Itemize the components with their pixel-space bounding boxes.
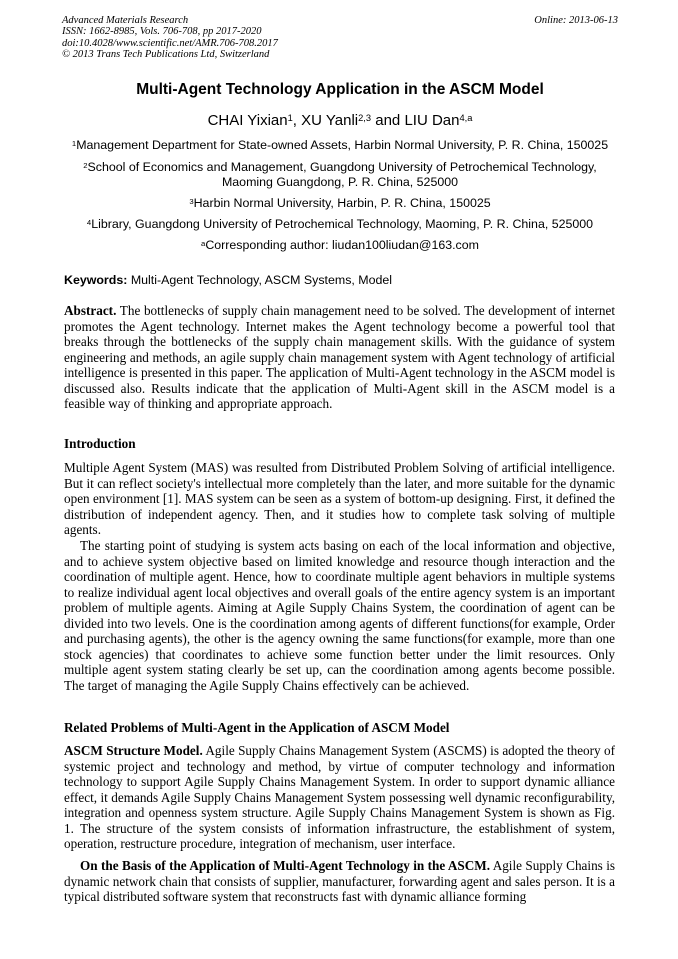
affiliation-2: $^2$School of Economics and Management, Guangdong University of Petrochemical Technology, Maoming Guangdong, P. R. China, 525000 [83,160,597,189]
intro-paragraph-1: Multiple Agent System (MAS) was resulted from Distributed Problem Solving of artificial intelligence. But it can reflect society's intellectual more completely than the later, and more suitable for the dynamic open environment [1]. MAS system can be seen as a system of bottom-up designing. First, it defined the distribution of independent agency. Then, and it studies how to complete task solving of multiple agents. [64,460,615,538]
affiliation-1: $^1$Management Department for State-owned Assets, Harbin Normal University, P. R. China, 150025 [71,138,609,152]
abstract [64,303,615,412]
doi-line: doi:10.4028/www.scientific.net/AMR.706-708.2017 [62,37,278,49]
author-name: LIU Dan [404,112,460,129]
author-name: CHAI Yixian [207,112,288,129]
abstract-text: The bottlenecks of supply chain management need to be solved. The development of internet promotes the Agent technology. Internet makes the Agent technology become a powerful tool that breaks through the bottlenecks of the supply chain management skills. With the guidance of system engineering and methods, an agile supply chain management system with Agent technology of artificial intelligence is presented in this paper. The application of Multi-Agent technology in the ASCM model is discussed also. Results indicate that the application of Multi-Agent skill in the ASCM model is a feasible way of thinking and appropriate approach. [64,303,615,412]
affiliation-3: $^3$Harbin Normal University, Harbin, P. R. China, 150025 [189,196,491,210]
author-name: XU Yanli [301,112,359,129]
section-heading-related-problems: Related Problems of Multi-Agent in the Application of ASCM Model [64,720,450,735]
keywords-text: Multi-Agent Technology, ASCM Systems, Model [130,273,393,287]
basis-label: On the Basis of the Application of Multi-Agent Technology in the ASCM. [80,858,490,873]
journal-header [62,15,618,60]
paper-title: Multi-Agent Technology Application in the ASCM Model [136,81,544,98]
corresponding-author: $^a$Corresponding author: liudan100liudan@163.com [201,238,479,252]
author-sup: 1 [287,112,293,123]
section-heading-introduction: Introduction [64,436,136,451]
ascm-structure-paragraph: ASCM Structure Model. Agile Supply Chains Management System (ASCMS) is adopted the theory of systemic project and technology and method, by virtue of computer technology and information technology to support Agile Supply Chains Management System. In order to support dynamic alliance effect, it demands Agile Supply Chains Management System possessing well dynamic reconfigurability, integration and openness system structure. Agile Supply Chains Management System is shown as Fig. 1. The structure of the system consists of information infrastructure, the establishment of system, operation, restructure procedure, integration of mechanism, user interface. [64,743,615,852]
keywords-label: Keywords: [64,273,128,287]
journal-name: Advanced Materials Research [62,15,189,26]
online-date: Online: 2013-06-13 [534,15,618,26]
copyright-line: © 2013 Trans Tech Publications Ltd, Switzerland [62,48,270,60]
affiliation-4: $^4$Library, Guangdong University of Petrochemical Technology, Maoming, P. R. China, 525000 [86,217,594,231]
author-line: CHAI Yixian$^1$, XU Yanli$^{2,3}$ and LIU Dan$^{4,a}$ [207,112,473,129]
keywords [64,273,616,287]
author-sup: 4,a [459,112,473,123]
basis-paragraph: On the Basis of the Application of Multi-Agent Technology in the ASCM. Agile Supply Chains is dynamic network chain that consists of supplier, manufacturer, forwarding agent and sales person. It is a typical distributed software system that reconstructs fast with dynamic alliance forming [64,858,615,905]
issn-line: ISSN: 1662-8985, Vols. 706-708, pp 2017-2020 [62,26,262,38]
intro-paragraph-2: The starting point of studying is system acts basing on each of the local information and objective, and to achieve system objective based on limited knowledge and resource though interaction and the coordination of multiple agent. Hence, how to coordinate multiple agent behaviors in multiple systems to realize individual agent local objectives and overall goals of the entire agency system is an important problem of multiple agents. Aiming at Agile Supply Chains System, the coordination of agent can be divided into two levels. One is the coordination among agents of different functions(for example, Order and purchasing agents), the other is the agency owning the same functions(for example, more than one stock agencies) that coordinates to achieve some function better under the limit resources. Only multiple agent system stating clearly be set up, can the coordination among agents become possible. The target of managing the Agile Supply Chains effectively can be achieved. [64,538,615,693]
ascm-structure-label: ASCM Structure Model. [64,743,203,758]
author-sup: 2,3 [358,112,372,123]
abstract-label: Abstract. [64,303,117,318]
